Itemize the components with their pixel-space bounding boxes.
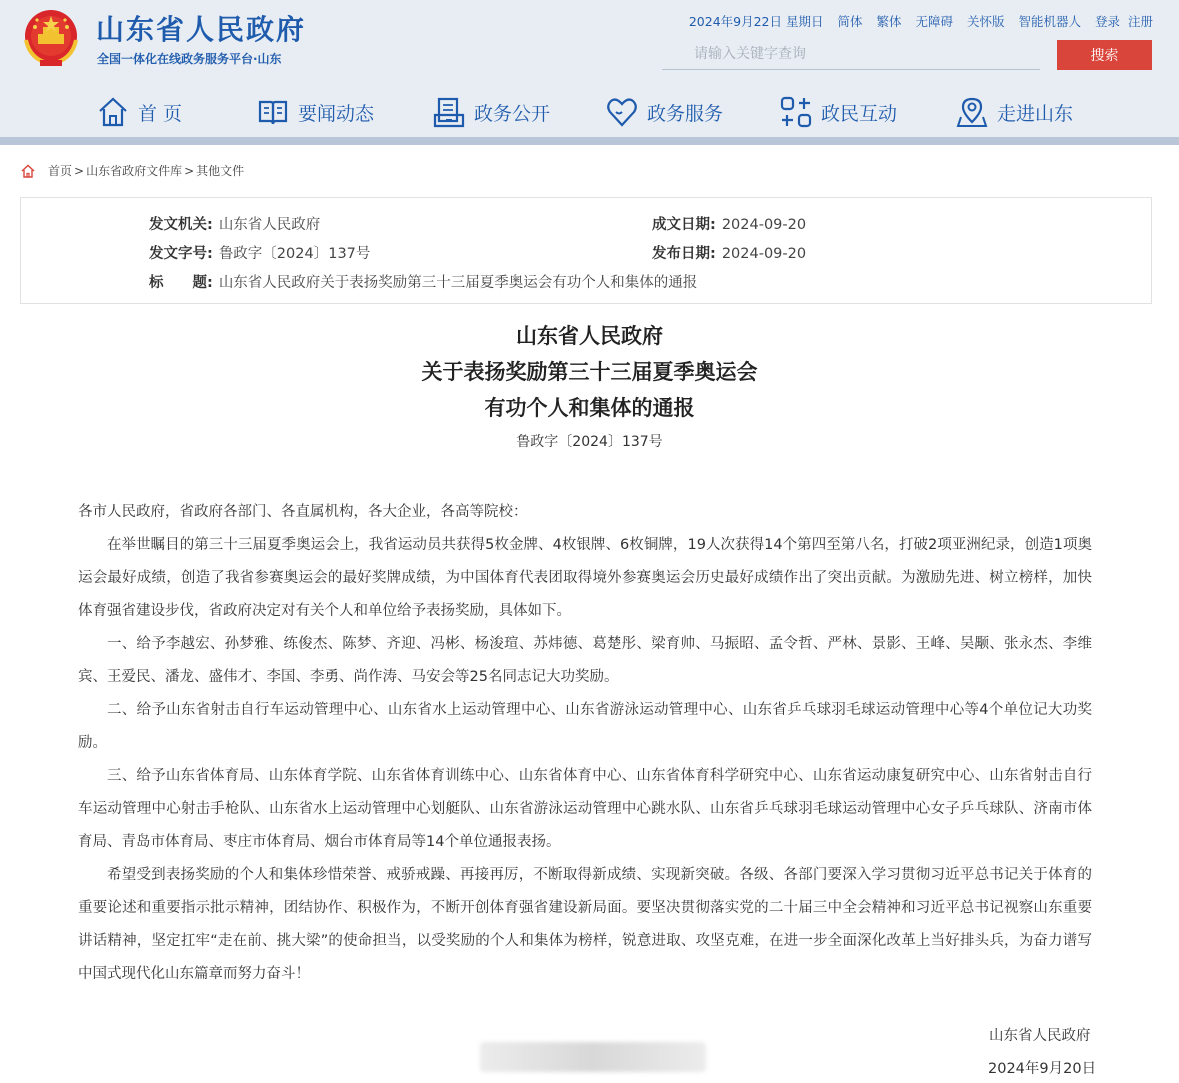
breadcrumb-current[interactable]: 其他文件 xyxy=(196,164,245,178)
link-login[interactable]: 登录 xyxy=(1094,14,1120,29)
home-icon xyxy=(96,95,130,129)
paragraph: 二、给予山东省射击自行车运动管理中心、山东省水上运动管理中心、山东省游泳运动管理中心、山东省乒乓球羽毛球运动管理中心等4个单位记大功奖励。 xyxy=(78,702,1092,751)
blurred-watermark xyxy=(480,1042,706,1072)
link-robot[interactable]: 智能机器人 xyxy=(1018,14,1081,29)
issuer-value: 山东省人民政府 xyxy=(218,217,321,233)
title-row xyxy=(149,271,697,292)
written-date-value: 2024-09-20 xyxy=(721,217,807,233)
breadcrumb-library[interactable]: 山东省政府文件库 xyxy=(86,164,183,178)
doc-no-label: 发文字号: xyxy=(149,246,213,262)
nav-divider xyxy=(0,137,1179,145)
nav-label: 要闻动态 xyxy=(298,102,375,125)
link-register[interactable]: 注册 xyxy=(1127,14,1153,29)
nav-label: 政务公开 xyxy=(474,102,551,125)
issuer-label: 发文机关: xyxy=(149,217,213,233)
search-button[interactable]: 搜索 xyxy=(1057,40,1152,70)
signature-date: 2024年9月20日 xyxy=(988,1061,1097,1077)
published-date-value: 2024-09-20 xyxy=(721,246,807,262)
document-body xyxy=(78,496,1092,991)
nav-home[interactable] xyxy=(96,94,182,130)
issuer-row xyxy=(149,213,320,234)
heart-icon xyxy=(605,95,639,129)
paragraph: 希望受到表扬奖励的个人和集体珍惜荣誉、戒骄戒躁、再接再厉，不断取得新成绩、实现新突破。各级、各部门要深入学习贯彻习近平总书记关于体育的重要论述和重要指示批示精神，团结协作、积极作为，不断开创体育强省建设新局面。要坚决贯彻落实党的二十届三中全会精神和习近平总书记视察山东重要讲话精神，坚定扛牢“走在前、挑大梁”的使命担当，以受奖励的个人和集体为榜样，锐意进取、攻坚克难，在进一步全面深化改革上当好排头兵，为奋力谱写中国式现代化山东篇章而努力奋斗！ xyxy=(78,867,1092,982)
paragraph: 三、给予山东省体育局、山东体育学院、山东省体育训练中心、山东省体育中心、山东省体育科学研究中心、山东省运动康复研究中心、山东省射击自行车运动管理中心射击手枪队、山东省水上运动管理中心划艇队、山东省游泳运动管理中心跳水队、山东省乒乓球羽毛球运动管理中心女子乒乓球队、济南市体育局、青岛市体育局、枣庄市体育局、烟台市体育局等14个单位通报表扬。 xyxy=(78,768,1092,850)
doc-no-value: 鲁政字〔2024〕137号 xyxy=(218,246,371,262)
top-links xyxy=(679,12,1153,30)
nav-about-shandong[interactable] xyxy=(955,94,1073,130)
nav-label: 首 页 xyxy=(138,102,183,125)
paragraph: 在举世瞩目的第三十三届夏季奥运会上，我省运动员共获得5枚金牌、4枚银牌、6枚铜牌，19人次获得14个第四至第八名，打破2项亚洲纪录，创造1项奥运会最好成绩，创造了我省参赛奥运会的最好奖牌成绩，为中国体育代表团取得境外参赛奥运会历史最好成绩作出了突出贡献。为激励先进、树立榜样，加快体育强省建设步伐，省政府决定对有关个人和单位给予表扬奖励，具体如下。 xyxy=(78,537,1092,619)
nav-news[interactable] xyxy=(256,94,374,130)
title-label: 标 题: xyxy=(149,275,213,291)
site-subtitle: 全国一体化在线政务服务平台·山东 xyxy=(97,52,282,66)
signature: 山东省人民政府 xyxy=(989,1028,1091,1044)
link-simplified[interactable]: 简体 xyxy=(837,14,863,29)
doc-title-line-1: 山东省人民政府 xyxy=(516,324,663,348)
main-nav xyxy=(0,88,1179,137)
interaction-icon xyxy=(779,95,813,129)
doc-title-line-2: 关于表扬奖励第三十三届夏季奥运会 xyxy=(421,360,758,384)
nav-gov-info[interactable] xyxy=(432,94,550,130)
written-date-row xyxy=(652,213,806,234)
written-date-label: 成文日期: xyxy=(652,217,716,233)
breadcrumb-home[interactable]: 首页 xyxy=(48,164,73,178)
current-date: 2024年9月22日 星期日 xyxy=(688,14,824,29)
link-accessibility[interactable]: 无障碍 xyxy=(915,14,953,29)
paragraph: 一、给予李越宏、孙梦雅、练俊杰、陈梦、齐迎、冯彬、杨浚瑄、苏炜德、葛楚彤、梁育帅、马振昭、孟令哲、严林、景影、王峰、吴颙、张永杰、李维宾、王爱民、潘龙、盛伟才、李国、李勇、尚作涛、马安会等25名同志记大功奖励。 xyxy=(78,636,1092,685)
doc-title-line-3: 有功个人和集体的通报 xyxy=(484,396,695,420)
doc-no-row xyxy=(149,242,370,263)
published-date-row xyxy=(652,242,806,263)
nav-label: 政民互动 xyxy=(821,102,898,125)
national-emblem-icon[interactable] xyxy=(22,8,80,68)
location-icon xyxy=(955,95,989,129)
document-info-box xyxy=(20,197,1152,304)
doc-number: 鲁政字〔2024〕137号 xyxy=(516,434,663,450)
link-care-mode[interactable]: 关怀版 xyxy=(966,14,1005,29)
home-icon xyxy=(20,163,36,179)
link-traditional[interactable]: 繁体 xyxy=(876,14,902,29)
nav-interaction[interactable] xyxy=(779,94,897,130)
breadcrumb-separator: > xyxy=(184,163,195,178)
book-icon xyxy=(256,95,290,129)
breadcrumb-separator: > xyxy=(74,163,85,178)
search-input[interactable] xyxy=(662,40,1040,68)
salutation: 各市人民政府，省政府各部门、各直属机构，各大企业，各高等院校： xyxy=(78,504,528,520)
nav-label: 走进山东 xyxy=(997,102,1074,125)
search-box xyxy=(662,40,1040,70)
site-title[interactable]: 山东省人民政府 xyxy=(96,13,307,46)
site-header xyxy=(0,0,1179,137)
published-date-label: 发布日期: xyxy=(652,246,716,262)
breadcrumb xyxy=(20,162,244,179)
document-icon xyxy=(432,95,466,129)
nav-gov-service[interactable] xyxy=(605,94,723,130)
title-value: 山东省人民政府关于表扬奖励第三十三届夏季奥运会有功个人和集体的通报 xyxy=(218,275,698,291)
nav-label: 政务服务 xyxy=(647,102,724,125)
